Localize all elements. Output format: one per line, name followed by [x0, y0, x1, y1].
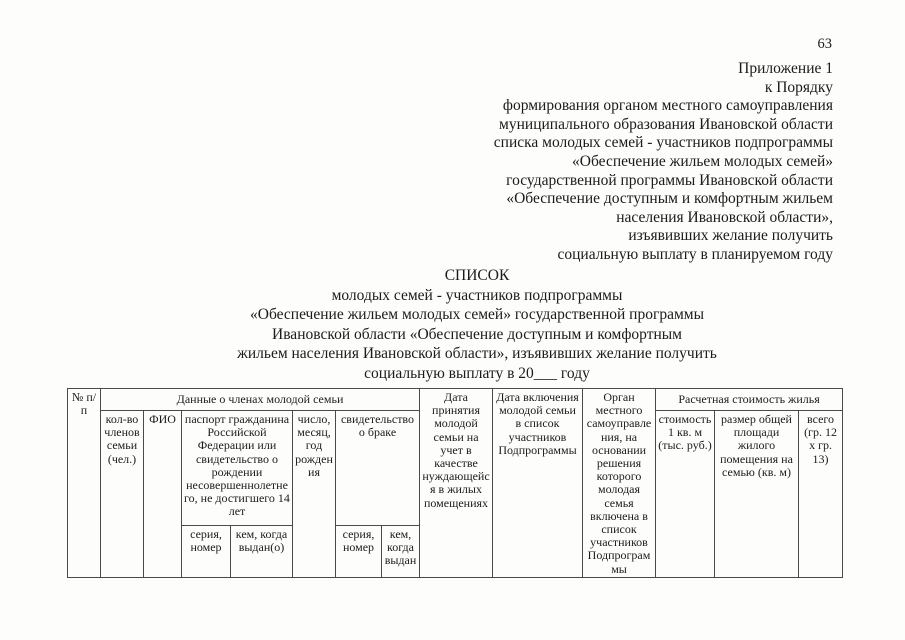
appendix-line: населения Ивановской области»,: [616, 208, 833, 226]
appendix-line: муниципального образования Ивановской области: [499, 115, 833, 133]
appendix-line: к Порядку: [764, 78, 833, 96]
header-birth-date: число, месяц, год рождения: [293, 411, 336, 578]
title-line: молодых семей - участников подпрограммы: [331, 286, 623, 304]
title-line: Ивановской области «Обеспечение доступным и комфортным: [272, 325, 682, 343]
appendix-header: [353, 60, 833, 265]
document-title: [100, 266, 854, 384]
header-fio: ФИО: [144, 411, 182, 578]
families-list-table: [67, 388, 843, 578]
appendix-line: государственной программы Ивановской области: [506, 171, 833, 189]
appendix-line: изъявивших желание получить: [628, 227, 833, 245]
header-date-registered: Дата принятия молодой семьи на учет в качестве нуждающейся в жилых помещениях: [420, 389, 493, 578]
appendix-line: социальную выплату в планируемом году: [557, 245, 833, 263]
header-row-number: № п/п: [68, 389, 101, 578]
header-marriage-issued: кем, когда выдан: [382, 525, 420, 577]
appendix-line: формирования органом местного самоуправления: [502, 97, 833, 115]
header-cost-per-sqm: стоимость 1 кв. м (тыс. руб.): [656, 411, 715, 578]
header-family-data-band: Данные о членах молодой семьи: [101, 389, 420, 411]
header-marriage-series: серия, номер: [336, 525, 382, 577]
header-passport: паспорт гражданина Российской Федерации или свидетельство о рождении несовершеннолетнего, не достигшего 14 лет: [182, 411, 293, 526]
header-passport-series: серия, номер: [182, 525, 231, 577]
appendix-line: «Обеспечение жильем молодых семей»: [572, 152, 833, 170]
header-cost-band: Расчетная стоимость жилья: [656, 389, 843, 411]
title-line: СПИСОК: [444, 267, 510, 284]
title-line: жильем населения Ивановской области», изъявивших желание получить: [237, 345, 717, 363]
header-authority: Орган местного самоуправления, на основании решения которого молодая семья включена в список участников Подпрограммы: [583, 389, 656, 578]
appendix-line: «Обеспечение доступным и комфортным жильем: [506, 190, 833, 208]
title-line: «Обеспечение жильем молодых семей» государственной программы: [250, 306, 704, 324]
header-marriage-cert: свидетельство о браке: [336, 411, 420, 526]
appendix-line: списка молодых семей - участников подпрограммы: [493, 134, 833, 152]
header-area-size: размер общей площади жилого помещения на семью (кв. м): [715, 411, 799, 578]
title-line: социальную выплату в 20___ году: [364, 364, 590, 382]
header-total-cost: всего (гр. 12 х гр. 13): [799, 411, 843, 578]
appendix-line: Приложение 1: [738, 60, 833, 77]
header-passport-issued: кем, когда выдан(о): [231, 525, 293, 577]
page-number: 63: [817, 36, 832, 52]
header-date-included: Дата включения молодой семьи в список участников Подпрограммы: [493, 389, 583, 578]
header-members-count: кол-во членов семьи (чел.): [101, 411, 144, 578]
